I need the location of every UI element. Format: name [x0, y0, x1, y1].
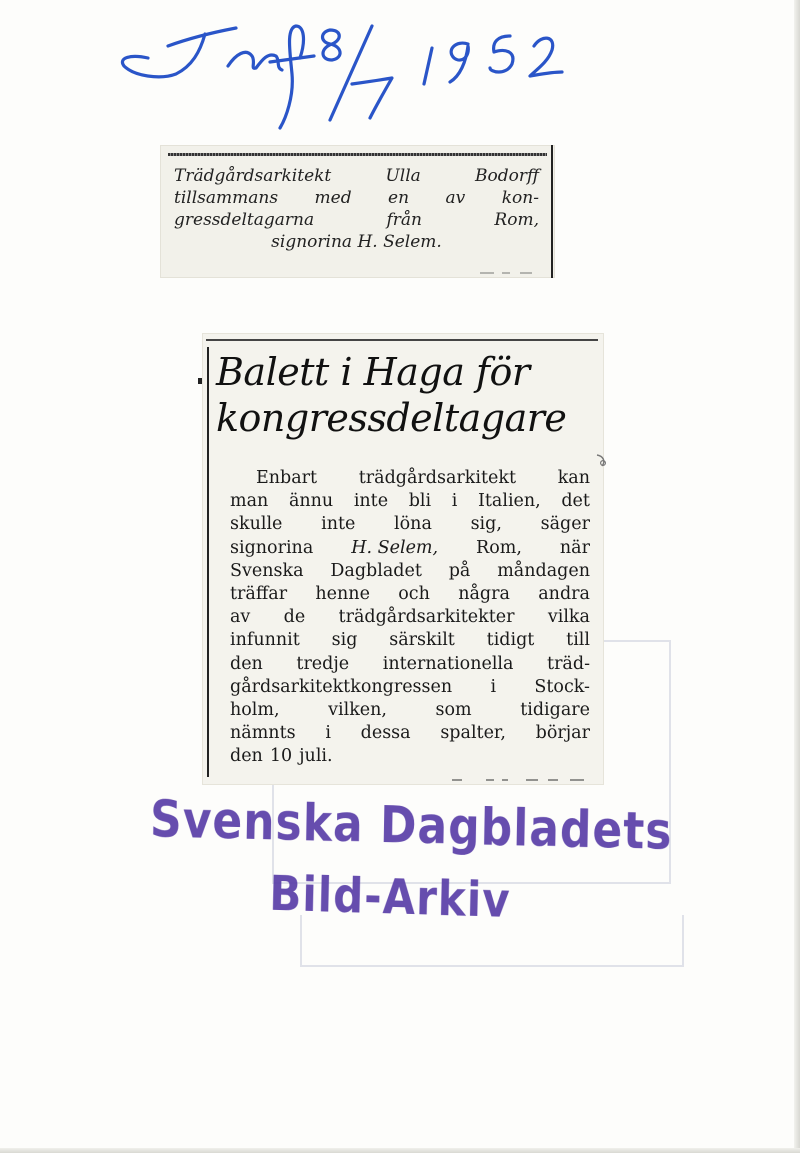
margin-mark-icon: [594, 453, 608, 469]
body-word: sig,: [470, 514, 502, 535]
article-headline: [216, 349, 596, 441]
body-word: kan: [557, 468, 590, 488]
article-rule: [206, 339, 598, 341]
body-word: nämnts: [230, 723, 296, 744]
body-word: tredje: [296, 653, 350, 674]
body-word: holm,: [230, 700, 280, 721]
caption-word: en: [388, 188, 410, 208]
body-word: sig: [331, 630, 358, 651]
caption-cutoff-marks: [480, 269, 570, 277]
body-line: [230, 467, 590, 490]
caption-word: Rom,: [494, 210, 539, 230]
margin-bullet: [198, 378, 202, 384]
body-word: och: [398, 584, 430, 605]
caption-edge-rule: [551, 145, 553, 278]
caption-word: Bodorff: [474, 166, 539, 186]
caption-word: gressdeltagarna: [174, 210, 315, 230]
body-word: Italien,: [477, 491, 541, 512]
body-word: Dagbladet: [330, 560, 422, 581]
body-word: den: [230, 653, 263, 674]
sheet-edge-right: [794, 0, 800, 1153]
caption-word: av: [445, 188, 466, 208]
body-word: infunnit: [230, 630, 300, 651]
article-column-rule: [207, 347, 209, 777]
caption-word: tillsammans: [174, 188, 279, 208]
body-word: till: [566, 630, 590, 651]
caption-clipping: [160, 145, 555, 278]
body-line: [230, 606, 590, 629]
body-word: trädgårdsarkitekter: [338, 607, 515, 628]
archive-stamp: [149, 790, 674, 950]
caption-line: [174, 231, 539, 253]
body-word: träffar: [230, 584, 288, 605]
caption-word: signorina H. Selem.: [271, 232, 442, 252]
body-word: inte: [321, 514, 356, 535]
stamp-line-2: Bild-Arkiv: [268, 864, 512, 929]
body-line: [230, 560, 590, 583]
body-word: spalter,: [440, 723, 506, 744]
body-line: [230, 722, 590, 745]
sheet-edge-bottom: [0, 1148, 800, 1153]
body-word: på: [448, 560, 471, 581]
body-word: Enbart: [256, 468, 318, 488]
headline-line: Balett i Haga för: [216, 350, 530, 394]
body-line: [230, 699, 590, 722]
body-word: inte: [353, 491, 389, 512]
body-word: det: [561, 491, 590, 512]
body-word: trädgårdsarkitekt: [358, 468, 517, 488]
body-word: 10: [269, 746, 293, 767]
body-word: särskilt: [389, 630, 455, 651]
caption-word: från: [386, 210, 423, 230]
body-word: juli.: [299, 746, 333, 767]
caption-line: [174, 187, 539, 209]
body-line: [230, 676, 590, 699]
caption-word: kon-: [501, 188, 539, 208]
article-clipping: [202, 333, 604, 785]
stamp-line-1: Svenska Dagbladets: [149, 790, 674, 862]
body-word: Stock-: [534, 676, 590, 697]
body-word: signorina: [230, 537, 314, 558]
caption-line: [174, 165, 539, 187]
body-word: löna: [394, 514, 432, 535]
body-word: internationella: [382, 653, 514, 674]
body-word-italic: H. Selem,: [351, 537, 439, 558]
body-line: [230, 490, 590, 513]
body-word: säger: [540, 514, 590, 535]
body-word: måndagen: [497, 560, 590, 581]
body-word: bli: [408, 491, 432, 512]
body-word: några: [458, 584, 510, 605]
body-line: [230, 745, 590, 768]
headline-line: kongressdeltagare: [216, 396, 567, 440]
body-word: tidigt: [486, 630, 535, 651]
body-word: man: [230, 491, 269, 512]
body-word: Svenska: [230, 560, 304, 581]
body-word: av: [230, 607, 251, 628]
article-body: [230, 467, 590, 769]
caption-word: med: [314, 188, 352, 208]
body-word: den: [230, 746, 263, 767]
body-word: henne: [315, 584, 370, 605]
body-word: tidigare: [520, 700, 590, 721]
body-line: [230, 583, 590, 606]
article-cutoff-marks: [452, 777, 592, 783]
body-word: i: [490, 676, 497, 697]
body-word: som: [435, 700, 472, 721]
caption-text: [174, 165, 539, 253]
caption-word: Ulla: [385, 166, 421, 186]
body-line: [230, 629, 590, 652]
body-word: dessa: [360, 723, 411, 744]
body-word: i: [451, 491, 458, 512]
body-word: de: [283, 607, 306, 628]
body-word: träd-: [547, 653, 590, 674]
body-word: i: [325, 723, 331, 744]
body-word: vilka: [547, 607, 590, 628]
body-word: ännu: [288, 491, 334, 512]
body-word: Rom,: [476, 537, 522, 558]
body-line: [230, 513, 590, 536]
body-word: gårdsarkitektkongressen: [230, 676, 453, 697]
body-line: [230, 653, 590, 676]
body-word: börjar: [535, 723, 590, 744]
caption-line: [174, 209, 539, 231]
caption-rule: [168, 153, 547, 156]
handwritten-date: [0, 0, 800, 130]
body-line: [230, 537, 590, 560]
caption-word: Trädgårdsarkitekt: [174, 166, 332, 186]
body-word: andra: [538, 584, 590, 605]
body-word: skulle: [230, 514, 283, 535]
body-word: när: [559, 537, 590, 558]
body-word: vilken,: [328, 700, 387, 721]
